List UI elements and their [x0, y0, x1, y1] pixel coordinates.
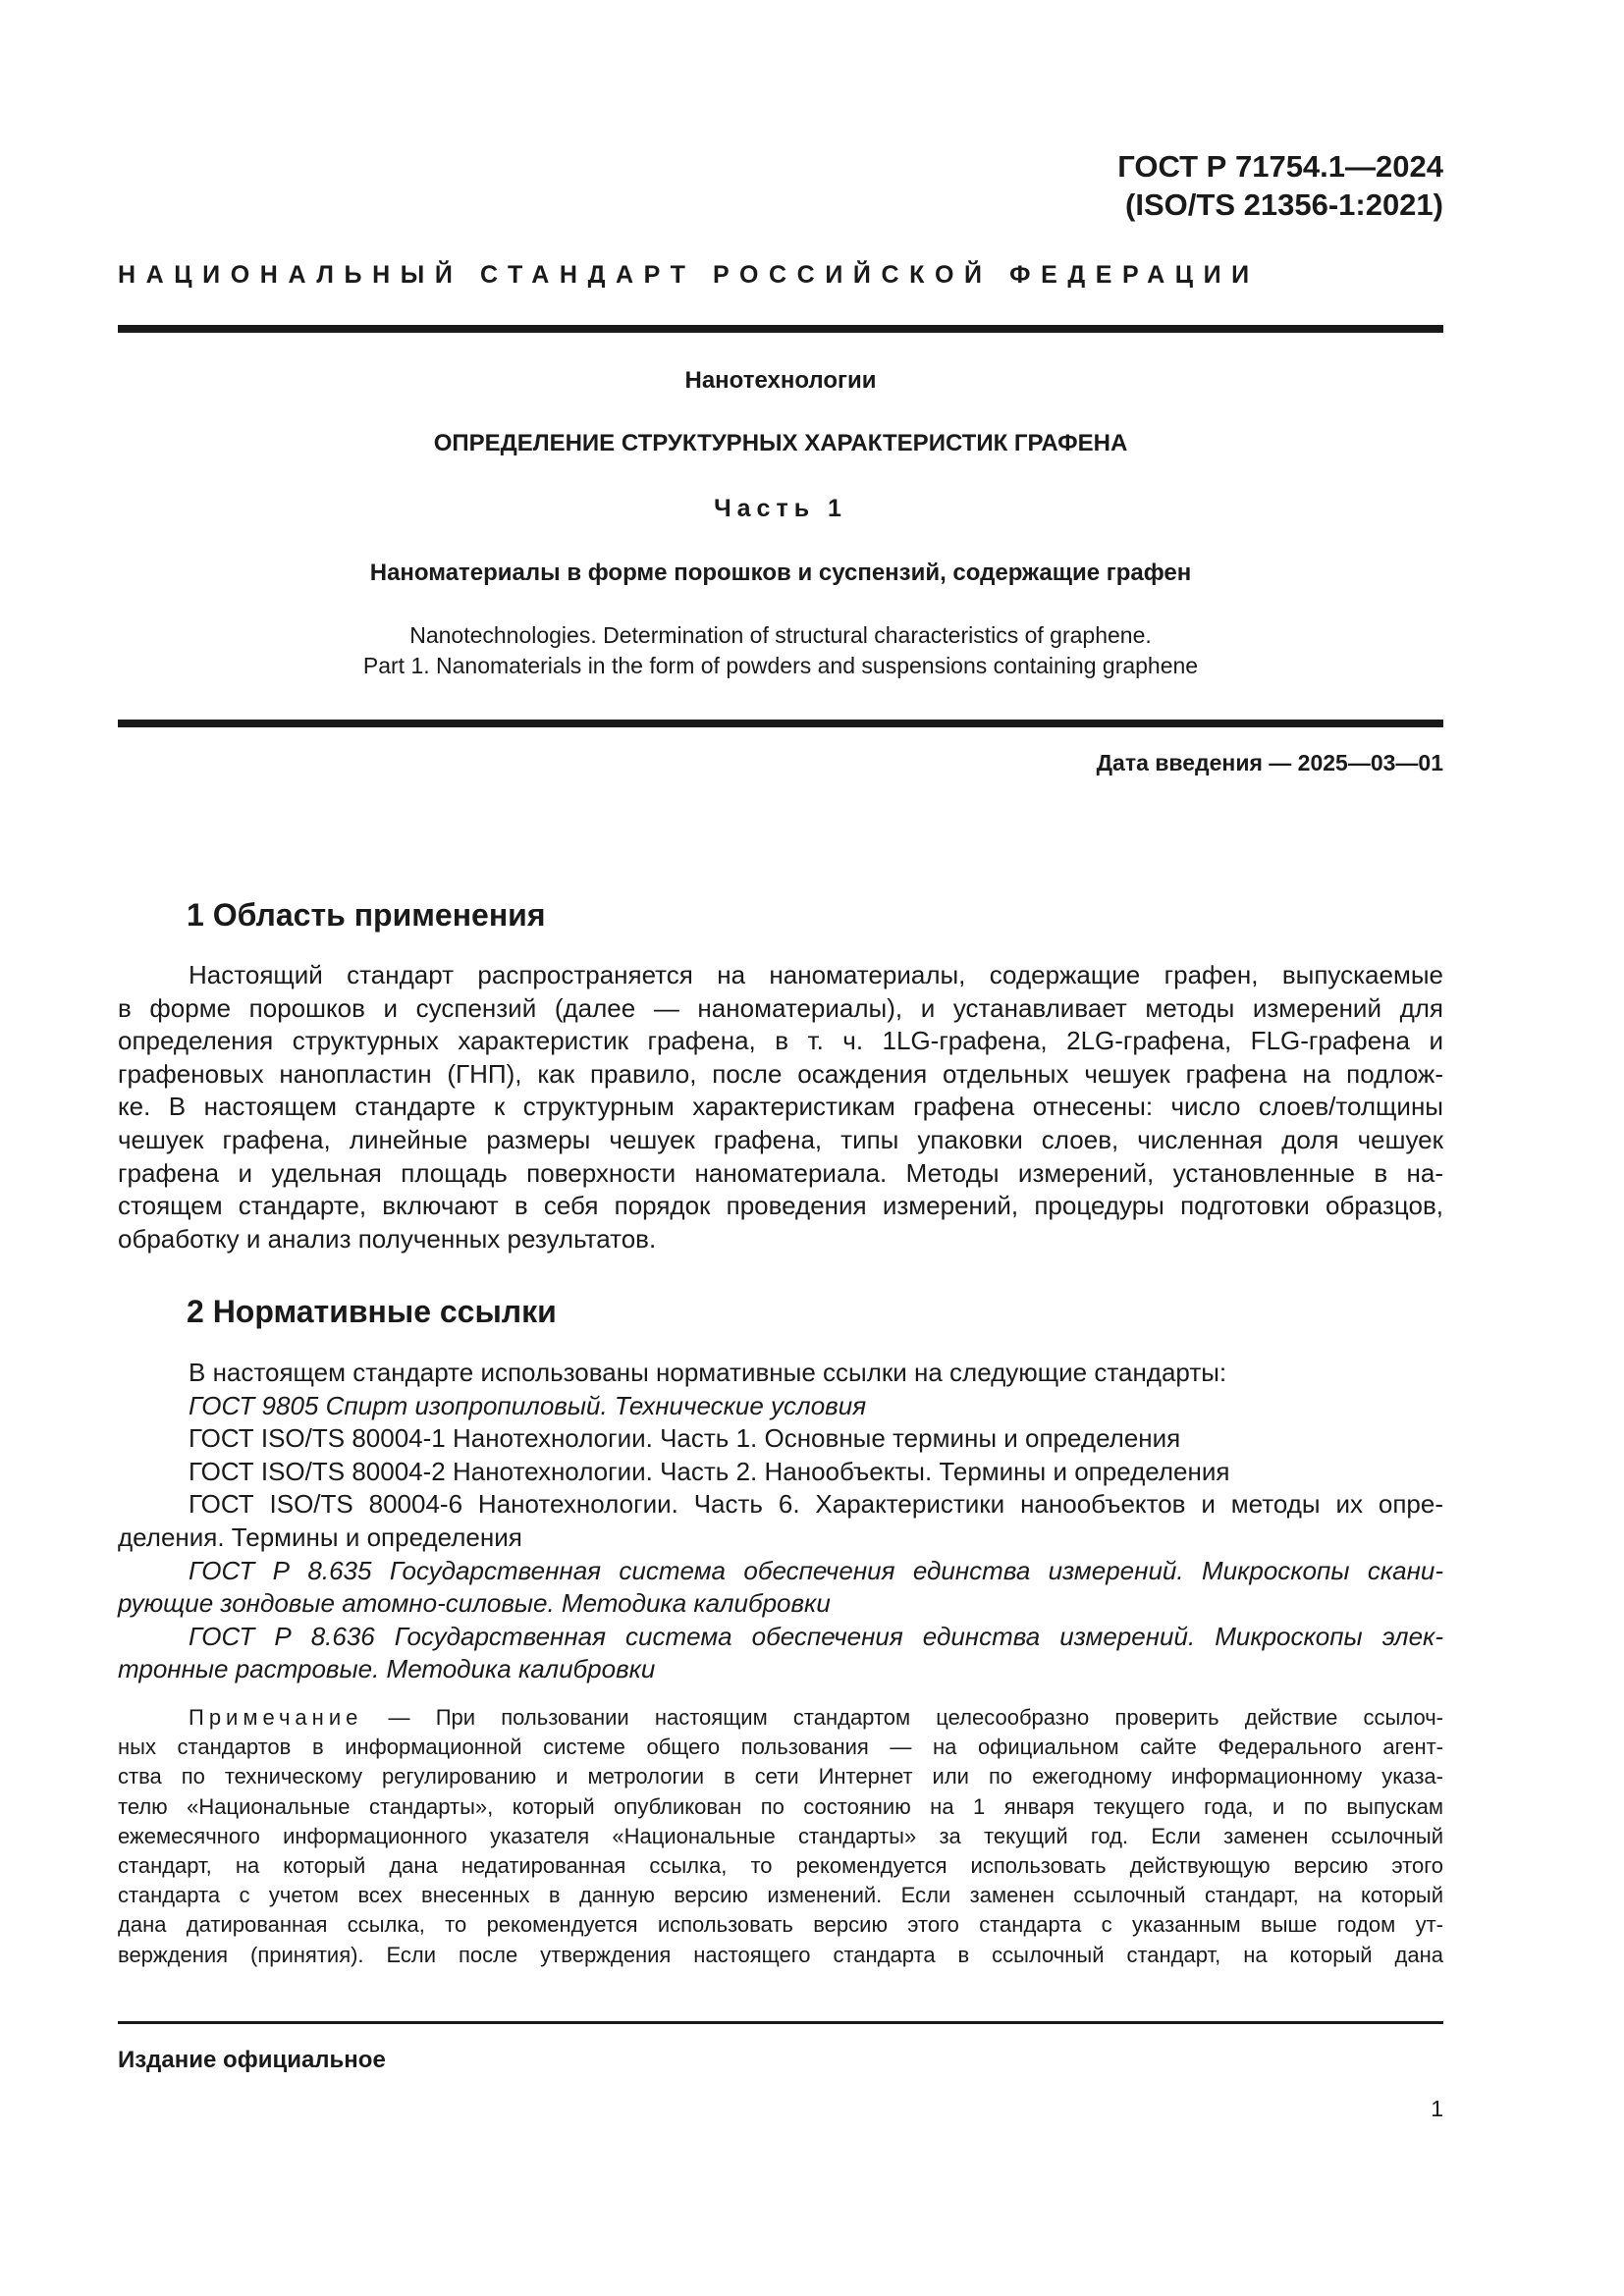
- note-line: ных стандартов в информационной системе общего пользования — на официальном сайте Федерального агент-: [118, 1735, 1443, 1760]
- reference-line: ГОСТ Р 8.635 Государственная система обеспечения единства измерений. Микроскопы скани-: [189, 1555, 1443, 1585]
- text-line: графеновых нанопластин (ГНП), как правило, после осаждения отдельных чешуек графена на подлож-: [118, 1058, 1443, 1089]
- text-line: ке. В настоящем стандарте к структурным характеристикам графена отнесены: число слоев/толщины: [118, 1092, 1443, 1122]
- document-page: [118, 0, 1443, 2296]
- note-label: Примечание: [189, 1705, 363, 1730]
- title-topic: Нанотехнологии: [684, 367, 877, 394]
- text-line: обработку и анализ полученных результатов.: [118, 1223, 657, 1254]
- doc-number: ГОСТ Р 71754.1—2024: [1117, 149, 1443, 184]
- reference-line: тронные растровые. Методика калибровки: [118, 1654, 656, 1684]
- reference-line: ГОСТ ISO/TS 80004-1 Нанотехнологии. Часть 1. Основные термины и определения: [189, 1423, 1181, 1454]
- note-line: стандарт, на который дана недатированная ссылка, то рекомендуется использовать действующую версию этого: [118, 1853, 1443, 1879]
- note-line: стандарта с учетом всех внесенных в данную версию изменений. Если заменен ссылочный стандарт, на который: [118, 1883, 1443, 1908]
- reference-line: деления. Термины и определения: [118, 1522, 522, 1552]
- title-english: [118, 620, 1443, 681]
- text-line: чешуек графена, линейные размеры чешуек графена, типы упаковки слоев, численная доля чешуек: [118, 1124, 1443, 1154]
- text-line: Настоящий стандарт распространяется на наноматериалы, содержащие графен, выпускаемые: [189, 960, 1443, 989]
- title-subtitle: Наноматериалы в форме порошков и суспензий, содержащие графен: [369, 560, 1192, 586]
- doc-iso-number: (ISO/TS 21356-1:2021): [1125, 187, 1443, 222]
- note-first-text: — При пользовании настоящим стандартом целесообразно проверить действие ссылоч-: [388, 1705, 1443, 1730]
- text-line: в форме порошков и суспензий (далее — наноматериалы), и устанавливает методы измерений для: [118, 992, 1443, 1023]
- introduction-date: [1097, 750, 1443, 776]
- note-line: дана датированная ссылка, то рекомендуется использовать версию этого стандарта с указанным выше годом ут-: [118, 1912, 1443, 1938]
- section-2-body: [118, 1357, 1443, 1686]
- date-value: 2025—03—01: [1297, 750, 1443, 775]
- title-rule: [118, 720, 1443, 727]
- text-line: графена и удельная площадь поверхности наноматериала. Методы измерений, установленные в на-: [118, 1157, 1443, 1188]
- reference-line: ГОСТ ISO/TS 80004-6 Нанотехнологии. Часть 6. Характеристики нанообъектов и методы их опре-: [189, 1489, 1443, 1520]
- title-main: ОПРЕДЕЛЕНИЕ СТРУКТУРНЫХ ХАРАКТЕРИСТИК ГРАФЕНА: [433, 430, 1128, 456]
- reference-line: ГОСТ 9805 Спирт изопропиловый. Технические условия: [189, 1390, 867, 1420]
- page-number: 1: [1431, 2096, 1443, 2121]
- note-block: [118, 1703, 1443, 1970]
- edition-label: Издание официальное: [118, 2047, 386, 2073]
- note-line: ства по техническому регулированию и метрологии в сети Интернет или по ежегодному информационному указа-: [118, 1764, 1443, 1789]
- section-1-body: [118, 959, 1443, 1255]
- note-line: ежемесячного информационного указателя «Национальные стандарты» за текущий год. Если заменен ссылочный: [118, 1823, 1443, 1848]
- note-line: телю «Национальные стандарты», который опубликован по состоянию на 1 января текущего года, и по выпускам: [118, 1793, 1443, 1819]
- reference-line: рующие зондовые атомно-силовые. Методика калибровки: [118, 1588, 831, 1619]
- title-english-line: Nanotechnologies. Determination of structural characteristics of graphene.: [409, 622, 1152, 648]
- text-line: определения структурных характеристик графена, в т. ч. 1LG-графена, 2LG-графена, FLG-графена и: [118, 1026, 1443, 1056]
- text-line: В настоящем стандарте использованы нормативные ссылки на следующие стандарты:: [189, 1358, 1227, 1387]
- text-line: стоящем стандарте, включают в себя порядок проведения измерений, процедуры подготовки образцов,: [118, 1191, 1443, 1221]
- national-standard-banner: НАЦИОНАЛЬНЫЙ СТАНДАРТ РОССИЙСКОЙ ФЕДЕРАЦИИ: [118, 261, 1260, 289]
- document-number-block: [1117, 147, 1443, 224]
- reference-line: ГОСТ ISO/TS 80004-2 Нанотехнологии. Часть 2. Нанообъекты. Термины и определения: [189, 1456, 1230, 1486]
- top-rule: [118, 325, 1443, 333]
- title-part: Часть 1: [714, 495, 847, 522]
- reference-line: ГОСТ Р 8.636 Государственная система обеспечения единства измерений. Микроскопы элек-: [189, 1621, 1443, 1651]
- title-english-line: Part 1. Nanomaterials in the form of powders and suspensions containing graphene: [362, 653, 1199, 678]
- footer-rule: [118, 2021, 1443, 2024]
- note-line: верждения (принятия). Если после утверждения настоящего стандарта в ссылочный стандарт, на который дана: [118, 1942, 1443, 1967]
- date-label: Дата введения —: [1096, 750, 1292, 775]
- note-first-line: [118, 1703, 1443, 1733]
- section-1-heading: 1 Область применения: [187, 897, 546, 933]
- section-2-heading: 2 Нормативные ссылки: [187, 1294, 557, 1329]
